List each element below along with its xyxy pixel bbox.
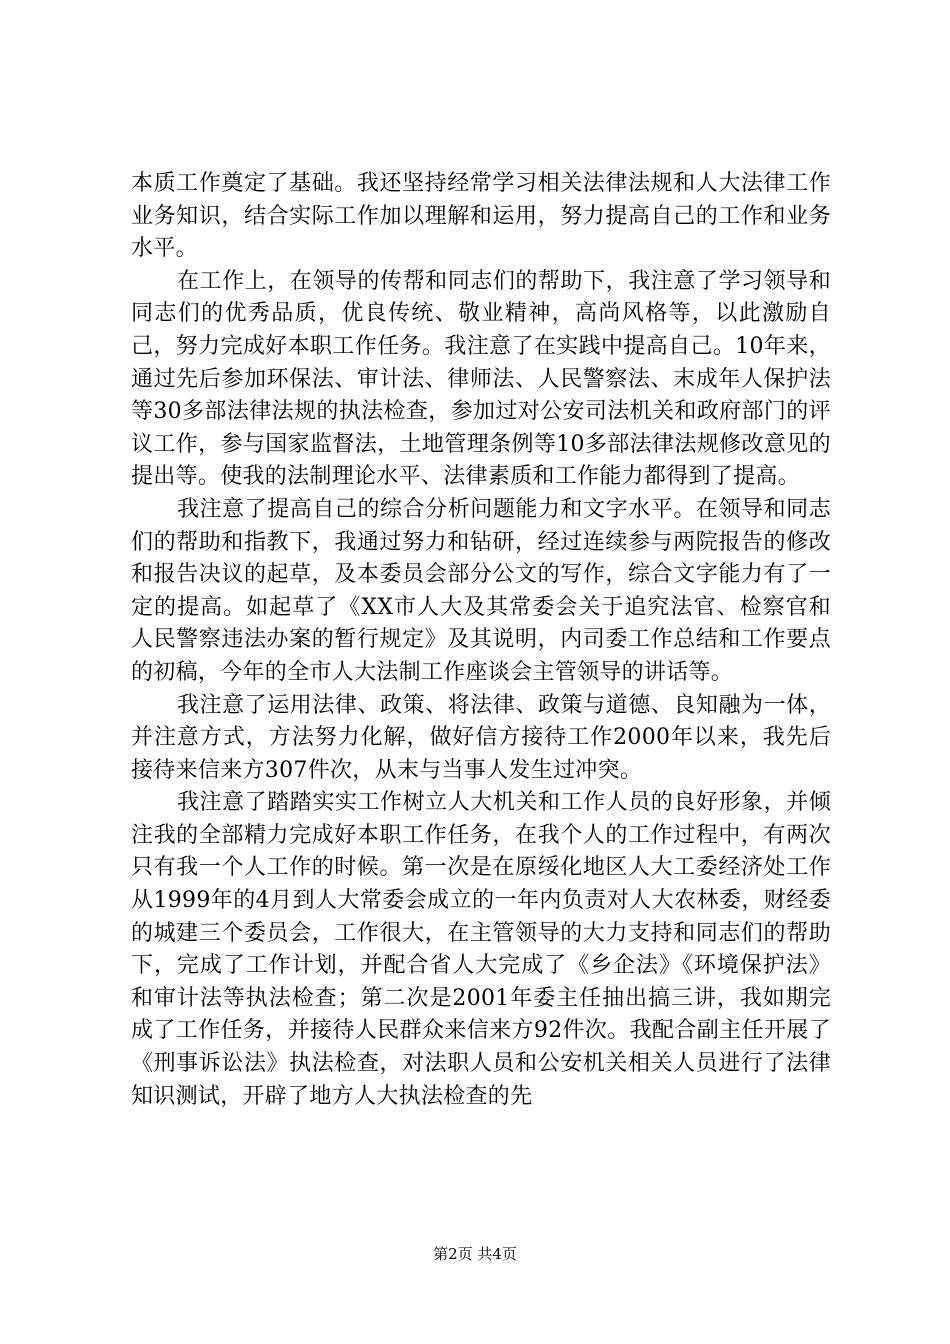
paragraph-5: 我注意了踏踏实实工作树立人大机关和工作人员的良好形象，并倾注我的全部精力完成好本职工作任务，在我个人的工作过程中，有两次只有我一个人工作的时候。第一次是在原绥化地区人大工委经济处工作从1999年的4月到人大常委会成立的一年内负责对人大农林委，财经委的城建三个委员会，工作很大，在主管领导的大力支持和同志们的帮助下，完成了工作计划，并配合省人大完成了《乡企法》《环境保护法》和审计法等执法检查；第二次是2001年委主任抽出搞三讲，我如期完成了工作任务，并接待人民群众来信来方92件次。我配合副主任开展了《刑事诉讼法》执法检查，对法职人员和公安机关相关人员进行了法律知识测试，开辟了地方人大执法检查的先 [131, 790, 831, 1109]
paragraph-3: 我注意了提高自己的综合分析问题能力和文字水平。在领导和同志们的帮助和指教下，我通过努力和钻研，经过连续参与两院报告的修改和报告决议的起草，及本委员会部分公文的写作，综合文字能力有了一定的提高。如起草了《XX市人大及其常委会关于追究法官、检察官和人民警察违法办案的暂行规定》及其说明，内司委工作总结和工作要点的初稿，今年的全市人大法制工作座谈会主管领导的讲话等。 [131, 496, 831, 685]
paragraph-4: 我注意了运用法律、政策、将法律、政策与道德、良知融为一体，并注意方式，方法努力化解，做好信方接待工作2000年以来，我先后接待来信来方307件次，从末与当事人发生过冲突。 [131, 692, 831, 783]
document-body [131, 168, 831, 1113]
paragraph-2: 在工作上，在领导的传帮和同志们的帮助下，我注意了学习领导和同志们的优秀品质，优良传统、敬业精神，高尚风格等，以此激励自己，努力完成好本职工作任务。我注意了在实践中提高自己。10年来，通过先后参加环保法、审计法、律师法、人民警察法、末成年人保护法等30多部法律法规的执法检查，参加过对公安司法机关和政府部门的评议工作，参与国家监督法，土地管理条例等10多部法律法规修改意见的提出等。使我的法制理论水平、法律素质和工作能力都得到了提高。 [131, 268, 831, 490]
page-number-label: 第2页 共4页 [433, 1245, 517, 1263]
page-footer [0, 1244, 950, 1264]
paragraph-1: 本质工作奠定了基础。我还坚持经常学习相关法律法规和人大法律工作业务知识，结合实际工作加以理解和运用，努力提高自己的工作和业务水平。 [131, 171, 831, 262]
